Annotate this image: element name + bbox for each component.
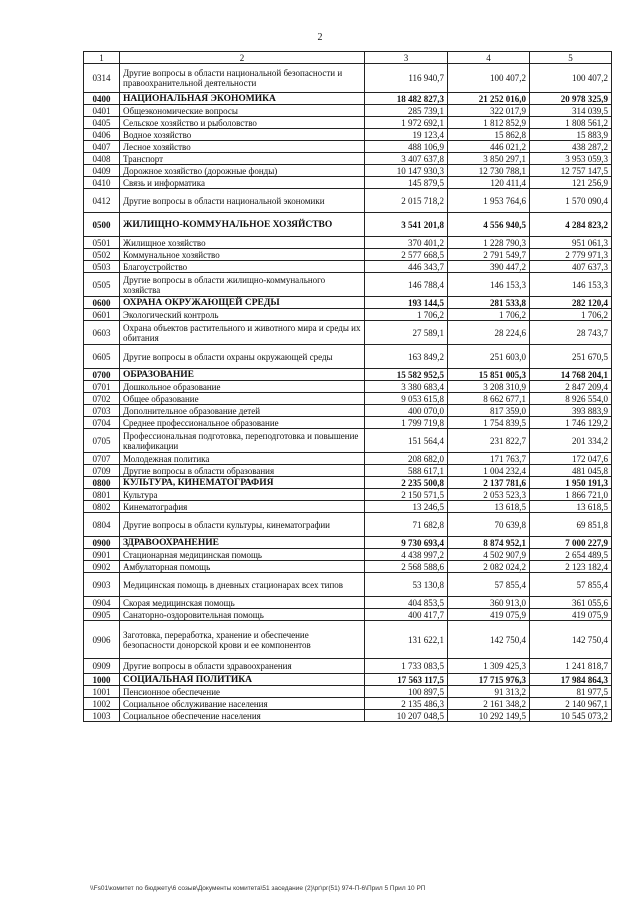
row-name: Медицинская помощь в дневных стационарах всех типов [120,573,365,597]
row-value-col4: 2 137 781,6 [448,477,530,489]
row-value-col3: 4 438 997,2 [365,549,448,561]
row-value-col3: 151 564,4 [365,429,448,453]
row-code: 0701 [84,381,120,393]
row-value-col4: 120 411,4 [448,177,530,189]
row-value-col3: 2 577 668,5 [365,249,448,261]
table-row [84,165,612,177]
row-code: 0707 [84,453,120,465]
row-code: 0603 [84,321,120,345]
row-value-col3: 3 407 637,8 [365,153,448,165]
row-value-col3: 404 853,5 [365,597,448,609]
row-value-col5: 201 334,2 [530,429,612,453]
table-row [84,597,612,609]
row-value-col3: 2 235 500,8 [365,477,448,489]
table-row [84,465,612,477]
row-value-col4: 13 618,5 [448,501,530,513]
row-name: Другие вопросы в области жилищно-коммунального хозяйства [120,273,365,297]
row-value-col5: 28 743,7 [530,321,612,345]
table-row [84,453,612,465]
row-value-col5: 1 241 818,7 [530,659,612,674]
row-value-col3: 208 682,0 [365,453,448,465]
row-value-col4: 142 750,4 [448,621,530,659]
row-value-col5: 1 808 561,2 [530,117,612,129]
row-name: ОХРАНА ОКРУЖАЮЩЕЙ СРЕДЫ [120,297,365,309]
row-code: 0500 [84,213,120,237]
row-value-col4: 171 763,7 [448,453,530,465]
row-value-col3: 588 617,1 [365,465,448,477]
row-value-col3: 10 147 930,3 [365,165,448,177]
table-row [84,321,612,345]
table-row [84,698,612,710]
row-code: 0905 [84,609,120,621]
row-value-col5: 172 047,6 [530,453,612,465]
row-value-col3: 2 135 486,3 [365,698,448,710]
row-name: Дошкольное образование [120,381,365,393]
row-code: 1001 [84,686,120,698]
row-name: Дорожное хозяйство (дорожные фонды) [120,165,365,177]
row-value-col5: 2 140 967,1 [530,698,612,710]
row-value-col5: 251 670,5 [530,345,612,369]
row-value-col5: 146 153,3 [530,273,612,297]
row-value-col5: 2 779 971,3 [530,249,612,261]
row-value-col4: 8 662 677,1 [448,393,530,405]
row-value-col4: 1 309 425,3 [448,659,530,674]
row-name: Скорая медицинская помощь [120,597,365,609]
row-value-col4: 281 533,8 [448,297,530,309]
column-header-2: 2 [120,52,365,64]
row-value-col3: 2 568 588,6 [365,561,448,573]
row-code: 0705 [84,429,120,453]
section-row [84,674,612,686]
table-row [84,105,612,117]
row-value-col5: 17 984 864,3 [530,674,612,686]
table-row [84,117,612,129]
row-name: Другие вопросы в области образования [120,465,365,477]
table-row [84,609,612,621]
row-value-col4: 70 639,8 [448,513,530,537]
table-row [84,549,612,561]
row-value-col4: 817 359,0 [448,405,530,417]
row-name: Экологический контроль [120,309,365,321]
row-value-col4: 231 822,7 [448,429,530,453]
row-value-col3: 400 070,0 [365,405,448,417]
row-code: 0401 [84,105,120,117]
row-value-col4: 17 715 976,3 [448,674,530,686]
row-value-col3: 1 706,2 [365,309,448,321]
section-row [84,297,612,309]
row-value-col5: 407 637,3 [530,261,612,273]
row-code: 0400 [84,93,120,105]
row-code: 0314 [84,64,120,93]
row-value-col5: 100 407,2 [530,64,612,93]
row-value-col3: 400 417,7 [365,609,448,621]
section-row [84,93,612,105]
row-value-col3: 17 563 117,5 [365,674,448,686]
row-code: 0704 [84,417,120,429]
row-value-col5: 121 256,9 [530,177,612,189]
row-name: Социальное обслуживание населения [120,698,365,710]
row-value-col5: 142 750,4 [530,621,612,659]
table-row [84,64,612,93]
row-value-col4: 8 874 952,1 [448,537,530,549]
row-value-col5: 951 061,3 [530,237,612,249]
row-code: 0802 [84,501,120,513]
row-code: 0901 [84,549,120,561]
row-name: Среднее профессиональное образование [120,417,365,429]
table-row [84,561,612,573]
row-name: Другие вопросы в области национальной экономики [120,189,365,213]
row-name: Жилищное хозяйство [120,237,365,249]
table-row [84,153,612,165]
row-value-col5: 438 287,2 [530,141,612,153]
row-value-col5: 8 926 554,0 [530,393,612,405]
row-value-col3: 2 150 571,5 [365,489,448,501]
row-code: 0405 [84,117,120,129]
row-name: Лесное хозяйство [120,141,365,153]
row-name: Охрана объектов растительного и животного мира и среды их обитания [120,321,365,345]
row-name: Сельское хозяйство и рыболовство [120,117,365,129]
row-name: ОБРАЗОВАНИЕ [120,369,365,381]
file-path-footer: \\Fs01\комитет по бюджету\6 созыв\Документы комитета\51 заседание (2)\рг\рг(51) 974-П-6\Прил 5 Прил 10 РП [90,885,426,892]
row-value-col3: 1 733 083,5 [365,659,448,674]
row-value-col4: 1 812 852,9 [448,117,530,129]
table-row [84,513,612,537]
row-value-col3: 488 106,9 [365,141,448,153]
table-row [84,686,612,698]
row-value-col4: 419 075,9 [448,609,530,621]
section-row [84,477,612,489]
row-value-col3: 9 730 693,4 [365,537,448,549]
row-value-col3: 71 682,8 [365,513,448,537]
row-value-col5: 2 847 209,4 [530,381,612,393]
row-name: КУЛЬТУРА, КИНЕМАТОГРАФИЯ [120,477,365,489]
row-value-col5: 20 978 325,9 [530,93,612,105]
row-name: Другие вопросы в области культуры, кинематографии [120,513,365,537]
row-code: 1002 [84,698,120,710]
section-row [84,369,612,381]
row-name: СОЦИАЛЬНАЯ ПОЛИТИКА [120,674,365,686]
row-code: 0503 [84,261,120,273]
row-code: 0601 [84,309,120,321]
row-code: 0906 [84,621,120,659]
row-value-col4: 4 556 940,5 [448,213,530,237]
row-value-col5: 1 570 090,4 [530,189,612,213]
row-name: Молодежная политика [120,453,365,465]
row-name: Стационарная медицинская помощь [120,549,365,561]
row-name: НАЦИОНАЛЬНАЯ ЭКОНОМИКА [120,93,365,105]
table-row [84,261,612,273]
row-value-col4: 15 851 005,3 [448,369,530,381]
row-value-col4: 251 603,0 [448,345,530,369]
row-name: Кинематография [120,501,365,513]
row-name: Санаторно-оздоровительная помощь [120,609,365,621]
row-code: 0702 [84,393,120,405]
row-value-col5: 3 953 059,3 [530,153,612,165]
row-value-col3: 3 380 683,4 [365,381,448,393]
row-value-col3: 15 582 952,5 [365,369,448,381]
row-value-col5: 481 045,8 [530,465,612,477]
row-code: 0410 [84,177,120,189]
section-row [84,537,612,549]
row-name: Культура [120,489,365,501]
table-row [84,129,612,141]
row-value-col4: 446 021,2 [448,141,530,153]
table-row [84,573,612,597]
row-code: 0904 [84,597,120,609]
row-code: 0801 [84,489,120,501]
row-value-col3: 3 541 201,8 [365,213,448,237]
row-code: 0407 [84,141,120,153]
row-name: Другие вопросы в области национальной безопасности и правоохранительной деятельности [120,64,365,93]
budget-table [83,51,612,722]
row-value-col5: 1 950 191,3 [530,477,612,489]
row-value-col3: 100 897,5 [365,686,448,698]
row-value-col5: 10 545 073,2 [530,710,612,722]
row-code: 0409 [84,165,120,177]
row-value-col4: 1 706,2 [448,309,530,321]
row-value-col3: 18 482 827,3 [365,93,448,105]
row-code: 1003 [84,710,120,722]
row-value-col3: 1 972 692,1 [365,117,448,129]
row-code: 0703 [84,405,120,417]
row-value-col4: 1 228 790,3 [448,237,530,249]
row-value-col5: 69 851,8 [530,513,612,537]
table-row [84,501,612,513]
row-value-col3: 53 130,8 [365,573,448,597]
row-name: Другие вопросы в области охраны окружающей среды [120,345,365,369]
row-value-col4: 57 855,4 [448,573,530,597]
row-value-col4: 3 208 310,9 [448,381,530,393]
row-code: 0408 [84,153,120,165]
page-number: 2 [317,32,323,43]
row-value-col5: 361 055,6 [530,597,612,609]
table-row [84,237,612,249]
row-value-col5: 12 757 147,5 [530,165,612,177]
row-value-col4: 2 791 549,7 [448,249,530,261]
row-value-col4: 1 953 764,6 [448,189,530,213]
row-code: 0600 [84,297,120,309]
row-code: 0709 [84,465,120,477]
row-name: Социальное обеспечение населения [120,710,365,722]
row-value-col3: 2 015 718,2 [365,189,448,213]
row-name: Заготовка, переработка, хранение и обеспечение безопасности донорской крови и ее компонентов [120,621,365,659]
row-value-col4: 15 862,8 [448,129,530,141]
row-value-col3: 19 123,4 [365,129,448,141]
row-value-col3: 145 879,5 [365,177,448,189]
row-code: 0412 [84,189,120,213]
row-value-col4: 2 053 523,3 [448,489,530,501]
row-name: Водное хозяйство [120,129,365,141]
row-value-col5: 7 000 227,9 [530,537,612,549]
row-code: 0605 [84,345,120,369]
section-row [84,213,612,237]
row-value-col4: 10 292 149,5 [448,710,530,722]
row-value-col4: 1 754 839,5 [448,417,530,429]
table-row [84,189,612,213]
row-value-col4: 2 082 024,2 [448,561,530,573]
row-value-col3: 116 940,7 [365,64,448,93]
row-name: Амбулаторная помощь [120,561,365,573]
row-value-col5: 4 284 823,2 [530,213,612,237]
row-name: Общее образование [120,393,365,405]
row-value-col4: 360 913,0 [448,597,530,609]
row-value-col5: 1 746 129,2 [530,417,612,429]
table-row [84,393,612,405]
row-value-col3: 13 246,5 [365,501,448,513]
table-row [84,429,612,453]
row-code: 0505 [84,273,120,297]
row-value-col5: 2 123 182,4 [530,561,612,573]
row-value-col3: 9 053 615,8 [365,393,448,405]
row-value-col4: 12 730 788,1 [448,165,530,177]
row-name: Пенсионное обеспечение [120,686,365,698]
row-code: 0903 [84,573,120,597]
row-value-col3: 27 589,1 [365,321,448,345]
row-name: Связь и информатика [120,177,365,189]
row-value-col3: 193 144,5 [365,297,448,309]
row-value-col5: 15 883,9 [530,129,612,141]
budget-table-body [84,52,612,722]
row-name: Общеэкономические вопросы [120,105,365,117]
row-value-col4: 146 153,3 [448,273,530,297]
row-value-col5: 282 120,4 [530,297,612,309]
row-code: 0800 [84,477,120,489]
row-name: ЖИЛИЩНО-КОММУНАЛЬНОЕ ХОЗЯЙСТВО [120,213,365,237]
row-value-col4: 2 161 348,2 [448,698,530,710]
table-row [84,489,612,501]
table-row [84,381,612,393]
row-value-col4: 1 004 232,4 [448,465,530,477]
row-value-col4: 28 224,6 [448,321,530,345]
row-code: 0406 [84,129,120,141]
table-row [84,345,612,369]
row-value-col4: 322 017,9 [448,105,530,117]
row-name: Другие вопросы в области здравоохранения [120,659,365,674]
row-value-col3: 370 401,2 [365,237,448,249]
column-header-1: 1 [84,52,120,64]
row-value-col3: 10 207 048,5 [365,710,448,722]
column-header-4: 4 [448,52,530,64]
table-row [84,309,612,321]
row-value-col3: 131 622,1 [365,621,448,659]
row-code: 0900 [84,537,120,549]
row-value-col4: 4 502 907,9 [448,549,530,561]
row-value-col5: 57 855,4 [530,573,612,597]
row-name: Профессиональная подготовка, переподготовка и повышение квалификации [120,429,365,453]
column-header-5: 5 [530,52,612,64]
row-name: Коммунальное хозяйство [120,249,365,261]
table-row [84,177,612,189]
table-row [84,659,612,674]
row-value-col4: 21 252 016,0 [448,93,530,105]
row-value-col5: 13 618,5 [530,501,612,513]
row-value-col3: 163 849,2 [365,345,448,369]
row-code: 0501 [84,237,120,249]
row-value-col5: 393 883,9 [530,405,612,417]
row-value-col3: 285 739,1 [365,105,448,117]
row-code: 0902 [84,561,120,573]
table-row [84,249,612,261]
row-value-col5: 81 977,5 [530,686,612,698]
column-header-3: 3 [365,52,448,64]
table-row [84,405,612,417]
row-code: 1000 [84,674,120,686]
row-value-col5: 14 768 204,1 [530,369,612,381]
row-name: ЗДРАВООХРАНЕНИЕ [120,537,365,549]
row-name: Благоустройство [120,261,365,273]
table-row [84,621,612,659]
row-name: Транспорт [120,153,365,165]
row-value-col5: 1 706,2 [530,309,612,321]
row-value-col3: 1 799 719,8 [365,417,448,429]
row-value-col4: 91 313,2 [448,686,530,698]
table-row [84,273,612,297]
row-value-col5: 314 039,5 [530,105,612,117]
row-code: 0502 [84,249,120,261]
table-row [84,417,612,429]
table-row [84,710,612,722]
column-header-row [84,52,612,64]
row-value-col4: 100 407,2 [448,64,530,93]
row-code: 0700 [84,369,120,381]
row-name: Дополнительное образование детей [120,405,365,417]
row-value-col5: 1 866 721,0 [530,489,612,501]
row-value-col4: 3 850 297,1 [448,153,530,165]
table-row [84,141,612,153]
row-value-col3: 146 788,4 [365,273,448,297]
row-value-col4: 390 447,2 [448,261,530,273]
row-value-col3: 446 343,7 [365,261,448,273]
row-value-col5: 2 654 489,5 [530,549,612,561]
row-code: 0909 [84,659,120,674]
row-value-col5: 419 075,9 [530,609,612,621]
row-code: 0804 [84,513,120,537]
